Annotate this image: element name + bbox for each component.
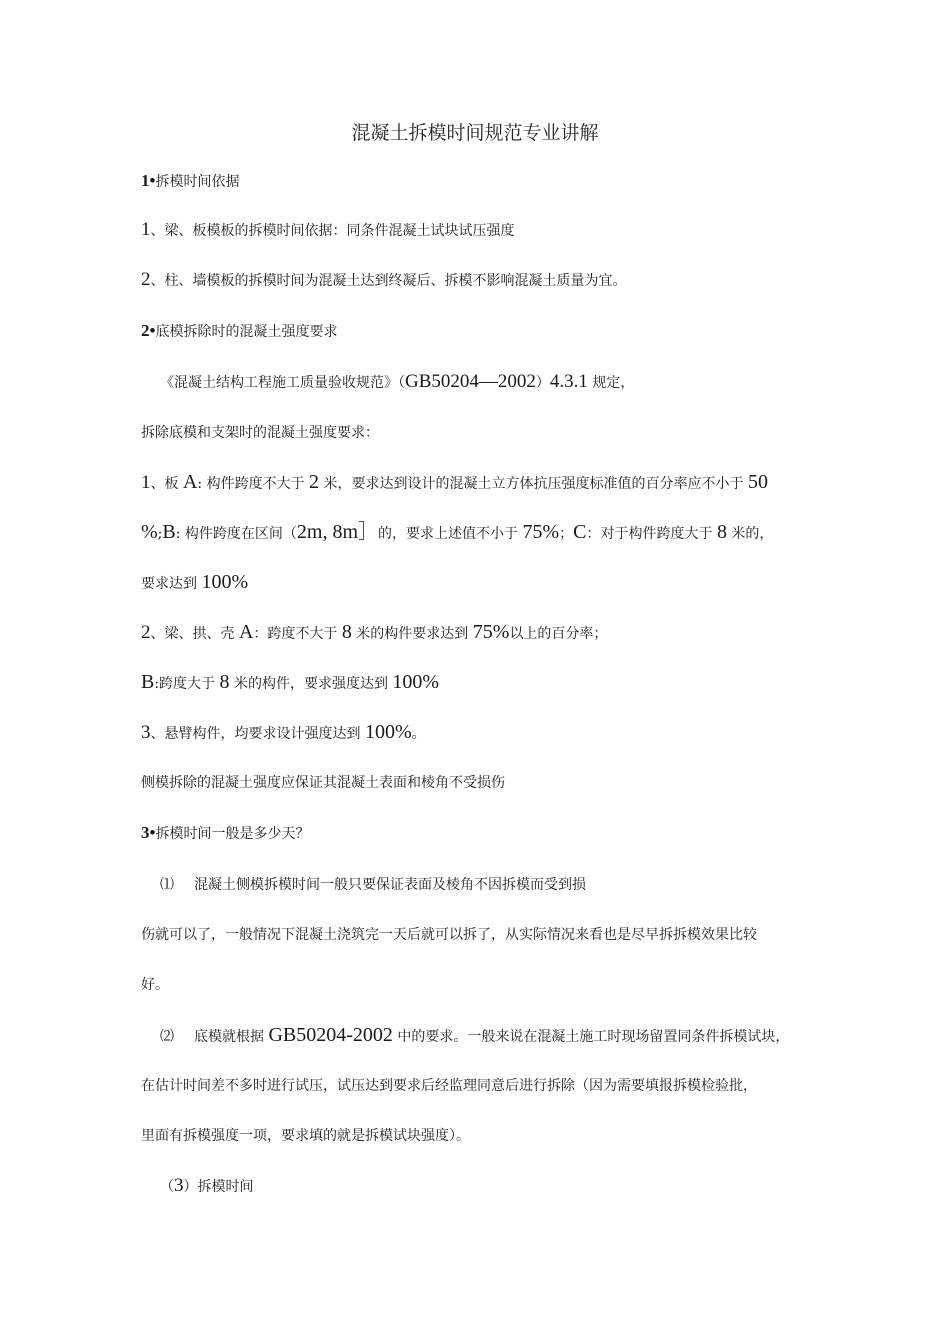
paragraph: 拆除底模和支架时的混凝土强度要求： <box>141 425 379 441</box>
text-run: 米，要求达到设计的混凝土立方体抗压强度标准值的百分率应不小于 <box>319 476 748 492</box>
paragraph <box>141 472 768 494</box>
section-title: 拆模时间依据 <box>155 174 240 190</box>
paragraph: 里面有拆模强度一项，要求填的就是拆模试块强度）。 <box>141 1128 470 1144</box>
text-run: 米的构件要求达到 <box>351 626 473 642</box>
letter: A <box>182 471 198 493</box>
paragraph <box>141 672 439 694</box>
text-run: : 构件跨度在区间（ <box>175 526 297 542</box>
text-run: 以上的百分率； <box>509 626 608 642</box>
paragraph <box>141 522 773 544</box>
value: 50 <box>747 471 768 493</box>
section-number: 1• <box>141 171 156 190</box>
letter: B <box>162 521 176 543</box>
paragraph: 好。 <box>141 977 169 993</box>
value: 100% <box>201 571 249 593</box>
text-run: （ <box>160 1179 174 1195</box>
letter: A <box>238 621 254 643</box>
text-run: 中的要求。一般来说在混凝土施工时现场留置同条件拆模试块， <box>392 1029 790 1045</box>
text-run: : 构件跨度不大于 <box>197 476 310 492</box>
item-number: 3 <box>174 1175 184 1196</box>
letter: C <box>573 521 587 543</box>
item-number: 1 <box>141 472 151 493</box>
text-run: 混凝土侧模拆模时间一般只要保证表面及棱角不因拆模而受到损 <box>194 877 586 893</box>
clause-number: 4.3.1 <box>549 371 588 392</box>
standard-code: GB50204-2002 <box>268 1024 393 1046</box>
value: 75% <box>522 521 560 543</box>
text-run: 、板 <box>150 476 183 492</box>
value: 100% <box>364 721 412 743</box>
item-text: 、柱、墙模板的拆模时间为混凝土达到终凝后、拆模不影响混凝土质量为宜。 <box>150 273 627 289</box>
text-run: 底模就根据 <box>194 1029 269 1045</box>
text-run: ：对于构件跨度大于 <box>586 526 717 542</box>
value: 8 <box>716 521 727 543</box>
text-run: 米的构件，要求强度达到 <box>229 676 393 692</box>
text-run: ； <box>559 526 574 542</box>
value: % <box>141 521 158 543</box>
section-3-heading <box>141 823 309 844</box>
value: 8 <box>341 621 352 643</box>
text-run: 。 <box>411 726 426 742</box>
section-title: 底模拆除时的混凝土强度要求 <box>155 324 338 340</box>
text-run: 《混凝土结构工程施工质量验收规范》（ <box>160 375 405 391</box>
text-run: ; <box>157 526 163 542</box>
section-1-heading <box>141 171 239 192</box>
paragraph <box>160 875 586 895</box>
paragraph <box>160 1025 789 1047</box>
value: 2 <box>309 471 320 493</box>
paragraph <box>141 572 248 594</box>
page-title: 混凝土拆模时间规范专业讲解 <box>351 122 599 144</box>
paragraph: 伤就可以了，一般情况下混凝土浇筑完一天后就可以拆了，从实际情况来看也是尽早拆拆模效果比较 <box>141 927 757 943</box>
text-run: ］ <box>358 521 379 543</box>
text-run: ） <box>535 375 550 391</box>
paragraph <box>141 722 426 744</box>
section-2-heading <box>141 321 337 342</box>
paragraph <box>160 372 634 393</box>
text-run: 规定， <box>587 375 635 391</box>
item-marker: ⑵ <box>160 1029 174 1045</box>
value: 8 <box>219 671 230 693</box>
text-run: 要求达到 <box>141 576 202 592</box>
section-number: 2• <box>141 321 156 340</box>
section-number: 3• <box>141 823 156 842</box>
text-run: ：跨度不大于 <box>253 626 342 642</box>
paragraph <box>141 622 607 644</box>
item-text: 、梁、板模板的拆模时间依据：同条件混凝土试块试压强度 <box>150 223 515 239</box>
text-run: 、悬臂构件，均要求设计强度达到 <box>150 726 365 742</box>
section-title: 拆模时间一般是多少天？ <box>155 826 310 842</box>
text-run: 、梁、拱、壳 <box>150 626 239 642</box>
item-marker: ⑴ <box>160 877 174 893</box>
item-number: 2 <box>141 269 151 290</box>
paragraph <box>141 220 515 241</box>
text-run: 米的， <box>726 526 774 542</box>
value: 2m, 8m <box>296 521 359 543</box>
standard-code: GB50204—2002 <box>405 371 536 392</box>
paragraph <box>160 1176 254 1197</box>
text-run: 的，要求上述值不小于 <box>378 526 523 542</box>
paragraph <box>141 270 627 291</box>
text-run: :跨度大于 <box>154 676 220 692</box>
item-number: 1 <box>141 219 151 240</box>
value: 75% <box>472 621 510 643</box>
paragraph: 在估计时间差不多时进行试压，试压达到要求后经监理同意后进行拆除（因为需要填报拆模检验批， <box>141 1078 757 1094</box>
item-number: 2 <box>141 622 151 643</box>
value: 100% <box>392 671 440 693</box>
item-number: 3 <box>141 722 151 743</box>
letter: B <box>141 671 155 693</box>
paragraph: 侧模拆除的混凝土强度应保证其混凝土表面和棱角不受损伤 <box>141 775 505 791</box>
text-run: ）拆模时间 <box>183 1179 254 1195</box>
